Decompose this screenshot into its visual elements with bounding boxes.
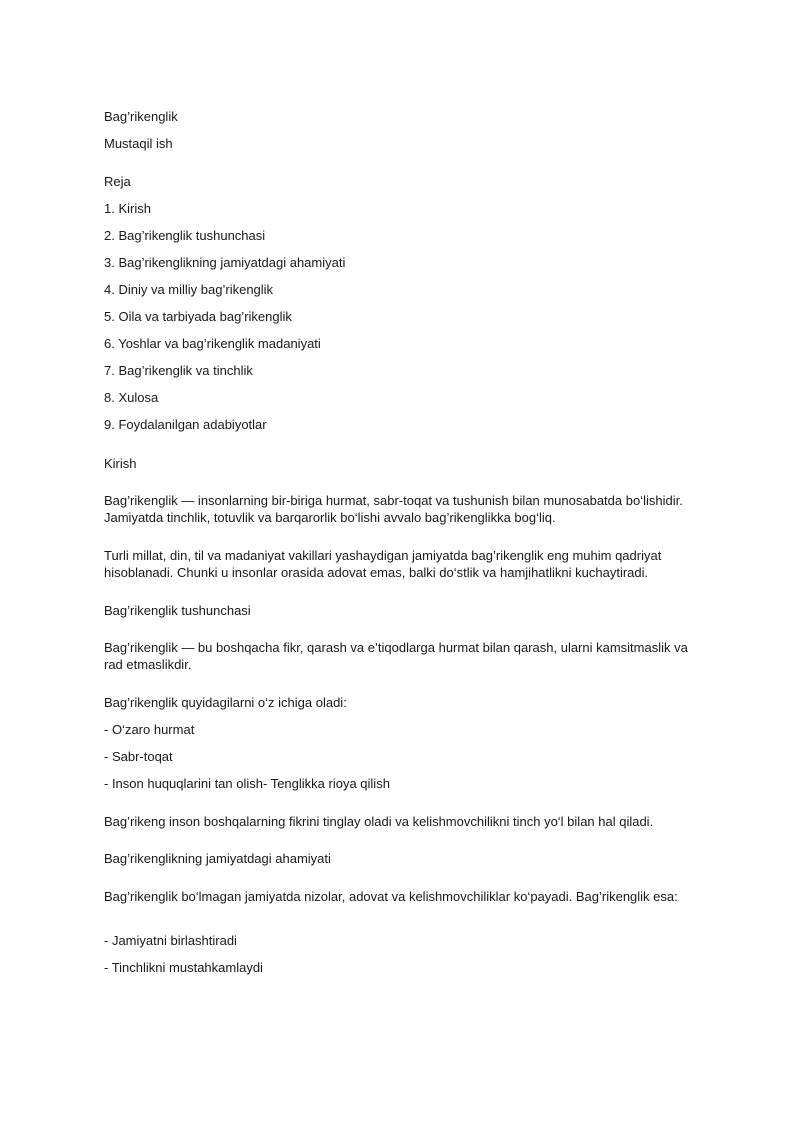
concept-list-item: - O‘zaro hurmat	[104, 722, 195, 737]
plan-item: 4. Diniy va milliy bag’rikenglik	[104, 282, 274, 297]
importance-list-item: - Jamiyatni birlashtiradi	[104, 933, 237, 948]
importance-list-item: - Tinchlikni mustahkamlaydi	[104, 960, 263, 975]
concept-list-item: - Inson huquqlarini tan olish- Tenglikka rioya qilish	[104, 776, 390, 791]
plan-item: 3. Bag’rikenglikning jamiyatdagi ahamiyati	[104, 255, 346, 270]
intro-paragraph: Turli millat, din, til va madaniyat vakillari yashaydigan jamiyatda bag’rikenglik eng muhim qadriyat hisoblanadi. Chunki u insonlar orasida adovat emas, balki do‘stlik va hamjihatlikni kuchaytiradi.	[104, 548, 662, 580]
document-subtitle: Mustaqil ish	[104, 136, 173, 151]
concept-paragraph: Bag’rikenglik — bu boshqacha fikr, qarash va e’tiqodlarga hurmat bilan qarash, ularni kamsitmaslik va rad etmaslikdir.	[104, 640, 688, 672]
plan-heading: Reja	[104, 174, 131, 189]
document-title: Bag’rikenglik	[104, 109, 178, 124]
plan-item: 7. Bag’rikenglik va tinchlik	[104, 363, 253, 378]
concept-list-item: - Sabr-toqat	[104, 749, 173, 764]
plan-item: 2. Bag’rikenglik tushunchasi	[104, 228, 266, 243]
section-heading-intro: Kirish	[104, 456, 137, 471]
concept-paragraph: Bag’rikenglik quyidagilarni o‘z ichiga oladi:	[104, 695, 347, 710]
plan-item: 9. Foydalanilgan adabiyotlar	[104, 417, 267, 432]
plan-item: 8. Xulosa	[104, 390, 159, 405]
intro-paragraph: Bag’rikenglik — insonlarning bir-biriga hurmat, sabr-toqat va tushunish bilan munosabatda bo‘lishidir. Jamiyatda tinchlik, totuvlik va barqarorlik bo‘lishi avvalo bag’rikenglikka bog‘liq.	[104, 493, 683, 525]
plan-item: 5. Oila va tarbiyada bag’rikenglik	[104, 309, 292, 324]
section-heading-importance: Bag’rikenglikning jamiyatdagi ahamiyati	[104, 851, 331, 866]
section-heading-concept: Bag’rikenglik tushunchasi	[104, 603, 251, 618]
importance-paragraph: Bag’rikenglik bo‘lmagan jamiyatda nizolar, adovat va kelishmovchiliklar ko‘payadi. Bag’rikenglik esa:	[104, 889, 678, 904]
plan-item: 1. Kirish	[104, 201, 151, 216]
concept-paragraph: Bag’rikeng inson boshqalarning fikrini tinglay oladi va kelishmovchilikni tinch yo‘l bilan hal qiladi.	[104, 814, 654, 829]
plan-item: 6. Yoshlar va bag’rikenglik madaniyati	[104, 336, 321, 351]
